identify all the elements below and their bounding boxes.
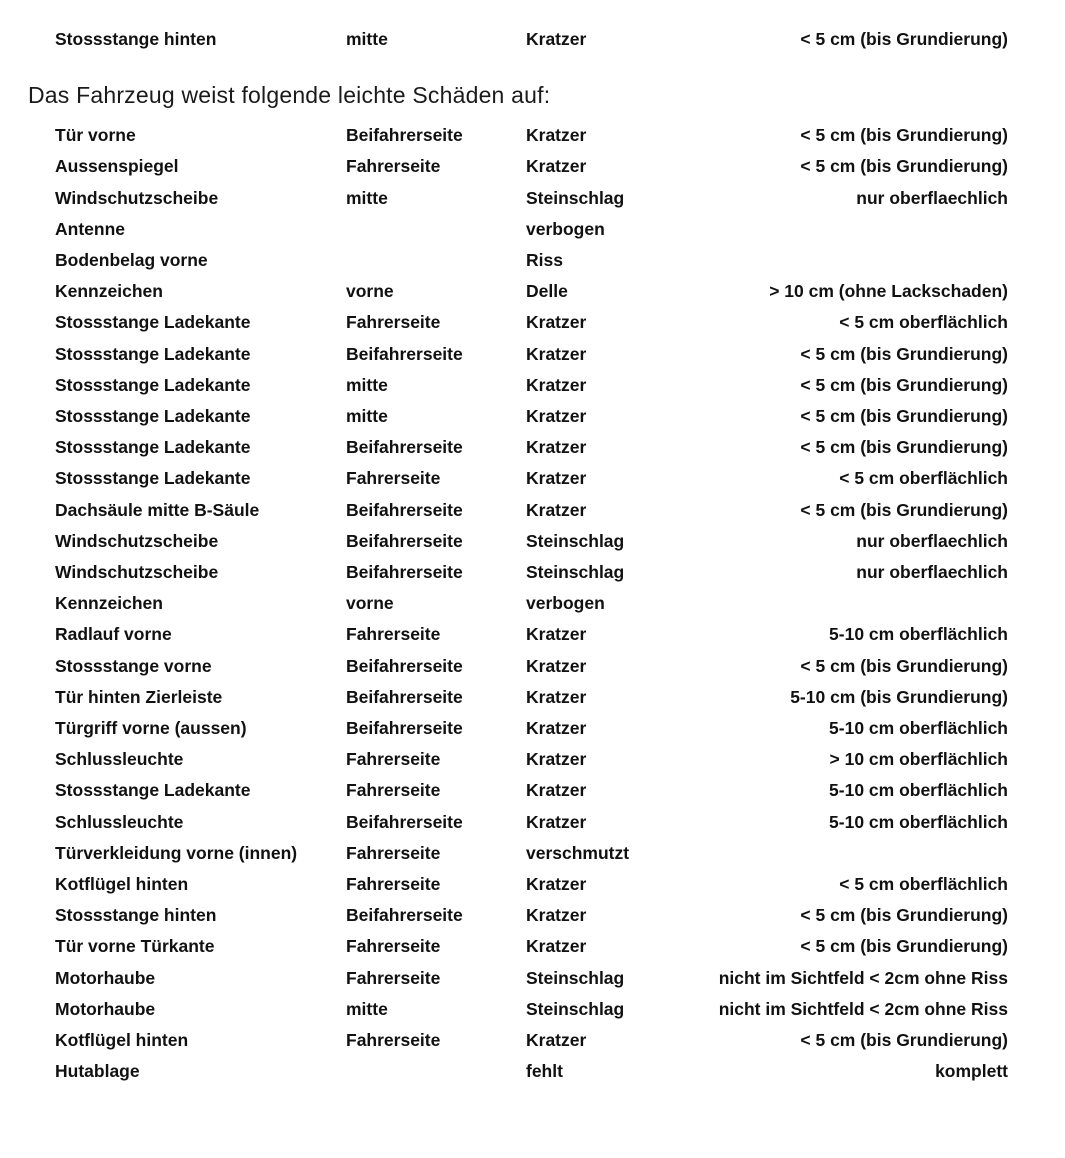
cell-damage: Kratzer (526, 312, 587, 333)
cell-extent: nur oberflaechlich (856, 187, 1008, 208)
cell-part: Stossstange hinten (55, 29, 217, 49)
section-heading: Das Fahrzeug weist folgende leichte Schäden auf: (28, 82, 551, 109)
cell-part: Stossstange Ladekante (55, 343, 251, 364)
cell-part: Aussenspiegel (55, 156, 179, 177)
table-row (55, 307, 1008, 338)
cell-damage: Steinschlag (526, 967, 625, 988)
cell-position: Fahrerseite (346, 780, 441, 801)
cell-damage: Kratzer (526, 749, 587, 770)
cell-damage: verbogen (526, 218, 605, 239)
table-row (55, 931, 1008, 962)
cell-part: Stossstange hinten (55, 905, 217, 926)
cell-extent: 5-10 cm oberflächlich (829, 624, 1008, 645)
table-row (55, 994, 1008, 1025)
cell-extent: < 5 cm oberflächlich (839, 312, 1008, 333)
cell-extent: < 5 cm (bis Grundierung) (800, 29, 1008, 49)
cell-part: Windschutzscheibe (55, 187, 219, 208)
cell-damage: Kratzer (526, 406, 587, 427)
cell-part: Kennzeichen (55, 593, 163, 614)
table-row (55, 838, 1008, 869)
cell-damage: verschmutzt (526, 842, 630, 863)
table-row (55, 120, 1008, 151)
cell-damage: Steinschlag (526, 530, 625, 551)
cell-extent: 5-10 cm oberflächlich (829, 718, 1008, 739)
cell-part: Bodenbelag vorne (55, 250, 208, 271)
cell-position: Fahrerseite (346, 936, 441, 957)
table-row (55, 651, 1008, 682)
cell-position: Beifahrerseite (346, 655, 463, 676)
cell-part: Motorhaube (55, 998, 156, 1019)
cell-damage: Delle (526, 281, 568, 302)
table-row (55, 713, 1008, 744)
cell-position: Beifahrerseite (346, 562, 463, 583)
cell-position (346, 245, 526, 276)
cell-position: Fahrerseite (346, 156, 441, 177)
cell-damage: Steinschlag (526, 187, 625, 208)
cell-part: Türgriff vorne (aussen) (55, 718, 247, 739)
cell-extent: nicht im Sichtfeld < 2cm ohne Riss (718, 998, 1008, 1019)
table-row (55, 276, 1008, 307)
cell-position: Fahrerseite (346, 842, 441, 863)
table-row (55, 401, 1008, 432)
cell-extent (704, 245, 1008, 276)
table-row (55, 869, 1008, 900)
table-row (55, 807, 1008, 838)
table-row (55, 588, 1008, 619)
cell-position: Beifahrerseite (346, 499, 463, 520)
cell-damage: Kratzer (526, 655, 587, 676)
cell-extent: < 5 cm (bis Grundierung) (800, 125, 1008, 146)
cell-damage: Kratzer (526, 1030, 587, 1051)
cell-part: Stossstange Ladekante (55, 780, 251, 801)
cell-part: Windschutzscheibe (55, 562, 219, 583)
cell-extent: < 5 cm (bis Grundierung) (800, 437, 1008, 458)
cell-damage: Kratzer (526, 686, 587, 707)
cell-position: Fahrerseite (346, 967, 441, 988)
table-row (55, 183, 1008, 214)
cell-extent (704, 838, 1008, 869)
cell-damage: Kratzer (526, 811, 587, 832)
cell-part: Dachsäule mitte B-Säule (55, 499, 260, 520)
table-row (55, 526, 1008, 557)
table-row (55, 619, 1008, 650)
cell-position: Beifahrerseite (346, 343, 463, 364)
cell-damage: Kratzer (526, 374, 587, 395)
cell-extent: < 5 cm (bis Grundierung) (800, 936, 1008, 957)
cell-extent: < 5 cm (bis Grundierung) (800, 343, 1008, 364)
cell-position: mitte (346, 374, 388, 395)
cell-position: vorne (346, 593, 394, 614)
table-row (55, 1025, 1008, 1056)
cell-position: Fahrerseite (346, 312, 441, 333)
cell-damage: Kratzer (526, 780, 587, 801)
cell-extent: < 5 cm oberflächlich (839, 468, 1008, 489)
table-row (55, 245, 1008, 276)
cell-part: Windschutzscheibe (55, 530, 219, 551)
cell-extent: < 5 cm (bis Grundierung) (800, 655, 1008, 676)
cell-position: Fahrerseite (346, 468, 441, 489)
cell-extent (704, 588, 1008, 619)
table-row (55, 557, 1008, 588)
cell-part: Stossstange Ladekante (55, 374, 251, 395)
cell-extent: < 5 cm (bis Grundierung) (800, 374, 1008, 395)
cell-position: vorne (346, 281, 394, 302)
cell-position: Beifahrerseite (346, 718, 463, 739)
cell-part: Türverkleidung vorne (innen) (55, 842, 298, 863)
cell-extent: > 10 cm oberflächlich (829, 749, 1008, 770)
cell-extent: < 5 cm oberflächlich (839, 874, 1008, 895)
cell-part: Schlussleuchte (55, 749, 184, 770)
cell-extent (704, 214, 1008, 245)
cell-position: mitte (346, 406, 388, 427)
cell-position: Beifahrerseite (346, 437, 463, 458)
cell-part: Tür hinten Zierleiste (55, 686, 223, 707)
cell-damage: Kratzer (526, 624, 587, 645)
cell-part: Stossstange vorne (55, 655, 212, 676)
cell-position: mitte (346, 29, 388, 49)
cell-damage: Kratzer (526, 29, 587, 49)
cell-part: Stossstange Ladekante (55, 468, 251, 489)
table-row (55, 214, 1008, 245)
cell-extent: komplett (935, 1061, 1008, 1082)
cell-part: Antenne (55, 218, 125, 239)
cell-extent: 5-10 cm (bis Grundierung) (790, 686, 1008, 707)
cell-damage: Kratzer (526, 936, 587, 957)
cell-part: Kennzeichen (55, 281, 163, 302)
table-row (55, 963, 1008, 994)
cell-part: Kotflügel hinten (55, 874, 189, 895)
cell-extent: > 10 cm (ohne Lackschaden) (769, 281, 1008, 302)
table-row (55, 744, 1008, 775)
table-row (55, 432, 1008, 463)
cell-damage: Kratzer (526, 343, 587, 364)
cell-extent: nur oberflaechlich (856, 530, 1008, 551)
damage-table (55, 120, 1008, 1087)
cell-damage: Steinschlag (526, 998, 625, 1019)
cell-extent: 5-10 cm oberflächlich (829, 811, 1008, 832)
table-row (55, 463, 1008, 494)
cell-position: Beifahrerseite (346, 530, 463, 551)
cell-part: Radlauf vorne (55, 624, 172, 645)
cell-part: Schlussleuchte (55, 811, 184, 832)
cell-position: Fahrerseite (346, 874, 441, 895)
table-row (55, 151, 1008, 182)
cell-damage: Kratzer (526, 718, 587, 739)
cell-extent: < 5 cm (bis Grundierung) (800, 905, 1008, 926)
cell-part: Kotflügel hinten (55, 1030, 189, 1051)
cell-position: mitte (346, 998, 388, 1019)
cell-damage: Kratzer (526, 499, 587, 520)
table-row (55, 495, 1008, 526)
cell-damage: Kratzer (526, 905, 587, 926)
cell-position: mitte (346, 187, 388, 208)
table-row (55, 24, 1008, 55)
cell-position: Beifahrerseite (346, 905, 463, 926)
cell-damage: Kratzer (526, 874, 587, 895)
cell-position (346, 214, 526, 245)
cell-extent: < 5 cm (bis Grundierung) (800, 156, 1008, 177)
cell-damage: Kratzer (526, 468, 587, 489)
cell-part: Motorhaube (55, 967, 156, 988)
cell-position: Fahrerseite (346, 624, 441, 645)
cell-extent: nicht im Sichtfeld < 2cm ohne Riss (718, 967, 1008, 988)
cell-extent: 5-10 cm oberflächlich (829, 780, 1008, 801)
cell-extent: nur oberflaechlich (856, 562, 1008, 583)
cell-position (346, 1056, 526, 1087)
cell-part: Stossstange Ladekante (55, 437, 251, 458)
cell-part: Tür vorne (55, 125, 136, 146)
top-row-section (55, 24, 1008, 55)
cell-extent: < 5 cm (bis Grundierung) (800, 406, 1008, 427)
table-row (55, 370, 1008, 401)
table-row (55, 900, 1008, 931)
cell-damage: Kratzer (526, 437, 587, 458)
cell-position: Fahrerseite (346, 1030, 441, 1051)
cell-damage: fehlt (526, 1061, 563, 1082)
cell-part: Stossstange Ladekante (55, 312, 251, 333)
cell-position: Beifahrerseite (346, 125, 463, 146)
table-row (55, 1056, 1008, 1087)
cell-damage: verbogen (526, 593, 605, 614)
cell-damage: Kratzer (526, 156, 587, 177)
cell-position: Fahrerseite (346, 749, 441, 770)
cell-part: Hutablage (55, 1061, 140, 1082)
table-row (55, 339, 1008, 370)
cell-damage: Kratzer (526, 125, 587, 146)
cell-part: Tür vorne Türkante (55, 936, 215, 957)
cell-damage: Riss (526, 250, 563, 271)
cell-part: Stossstange Ladekante (55, 406, 251, 427)
cell-damage: Steinschlag (526, 562, 625, 583)
table-row (55, 682, 1008, 713)
table-row (55, 775, 1008, 806)
cell-position: Beifahrerseite (346, 686, 463, 707)
cell-extent: < 5 cm (bis Grundierung) (800, 499, 1008, 520)
cell-extent: < 5 cm (bis Grundierung) (800, 1030, 1008, 1051)
cell-position: Beifahrerseite (346, 811, 463, 832)
